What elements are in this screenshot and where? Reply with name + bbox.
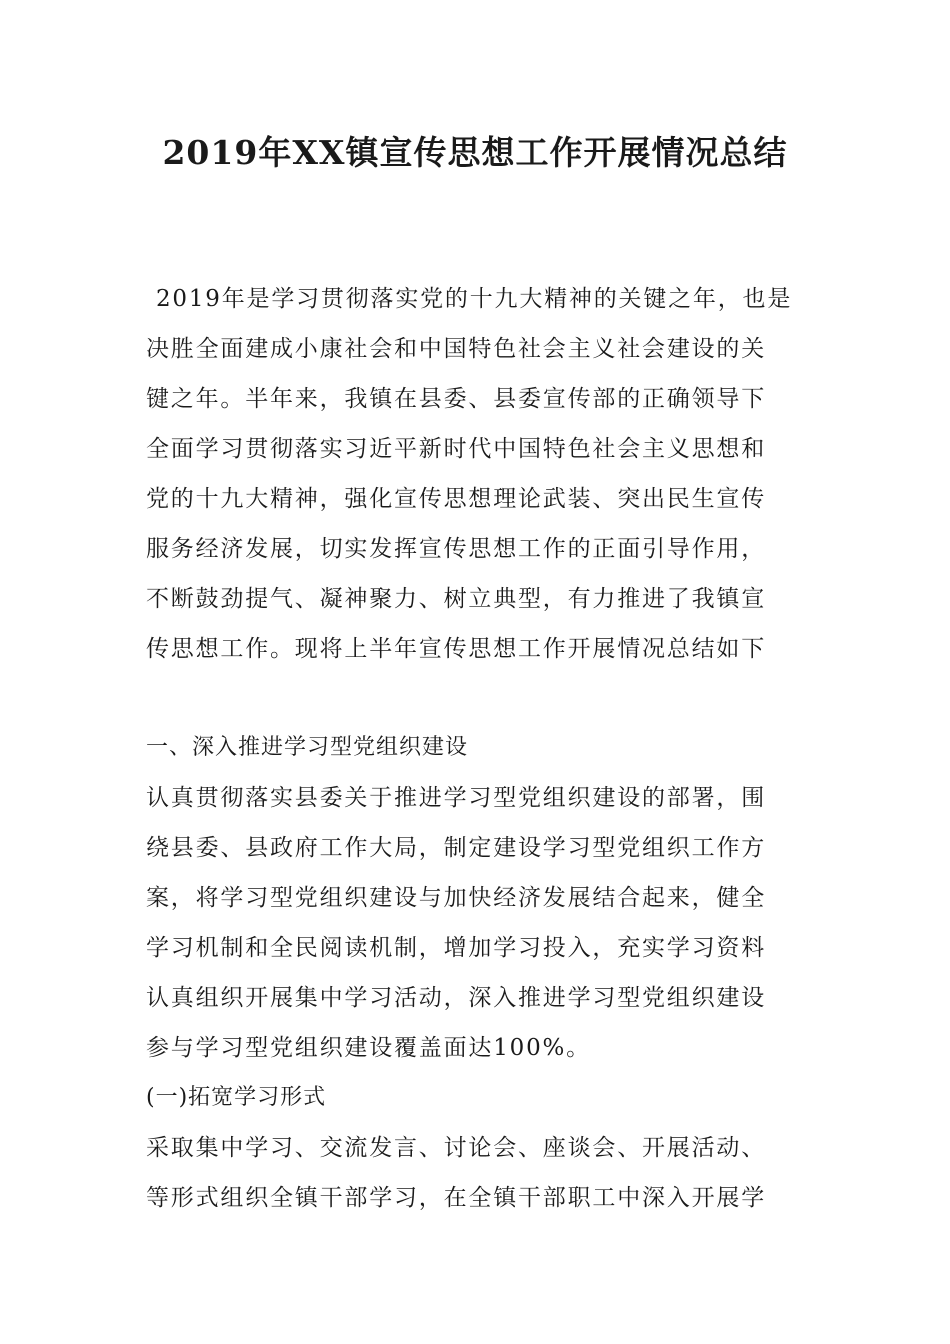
intro-paragraph: [146, 284, 816, 684]
paragraph-line: 2019年是学习贯彻落实党的十九大精神的关键之年，也是: [156, 286, 793, 312]
paragraph-line: 采取集中学习、交流发言、讨论会、座谈会、开展活动、: [146, 1135, 766, 1161]
paragraph-line: 绕县委、县政府工作大局，制定建设学习型党组织工作方: [146, 835, 766, 861]
paragraph-line: 认真组织开展集中学习活动，深入推进学习型党组织建设: [146, 985, 766, 1011]
paragraph-line: 不断鼓劲提气、凝神聚力、树立典型，有力推进了我镇宣: [146, 586, 766, 612]
paragraph-line: 服务经济发展，切实发挥宣传思想工作的正面引导作用，: [146, 536, 766, 562]
paragraph-line: 决胜全面建成小康社会和中国特色社会主义社会建设的关: [146, 336, 766, 362]
section-1: [146, 733, 816, 1233]
subsection-heading: (一)拓宽学习形式: [146, 1085, 327, 1110]
document-title: 2019年XX镇宣传思想工作开展情况总结: [162, 133, 788, 172]
paragraph-line: 等形式组织全镇干部学习，在全镇干部职工中深入开展学: [146, 1185, 766, 1211]
paragraph-line: 全面学习贯彻落实习近平新时代中国特色社会主义思想和: [146, 436, 766, 462]
paragraph-line: 键之年。半年来，我镇在县委、县委宣传部的正确领导下: [146, 386, 766, 412]
paragraph-line: 学习机制和全民阅读机制，增加学习投入，充实学习资料: [146, 935, 766, 961]
paragraph-line: 党的十九大精神，强化宣传思想理论武装、突出民生宣传: [146, 486, 766, 512]
paragraph-line: 参与学习型党组织建设覆盖面达100%。: [146, 1035, 591, 1061]
paragraph-line: 认真贯彻落实县委关于推进学习型党组织建设的部署，围: [146, 785, 766, 811]
paragraph-line: 传思想工作。现将上半年宣传思想工作开展情况总结如下: [146, 636, 766, 662]
paragraph-line: 案，将学习型党组织建设与加快经济发展结合起来，健全: [146, 885, 766, 911]
section-heading: 一、深入推进学习型党组织建设: [146, 735, 469, 760]
